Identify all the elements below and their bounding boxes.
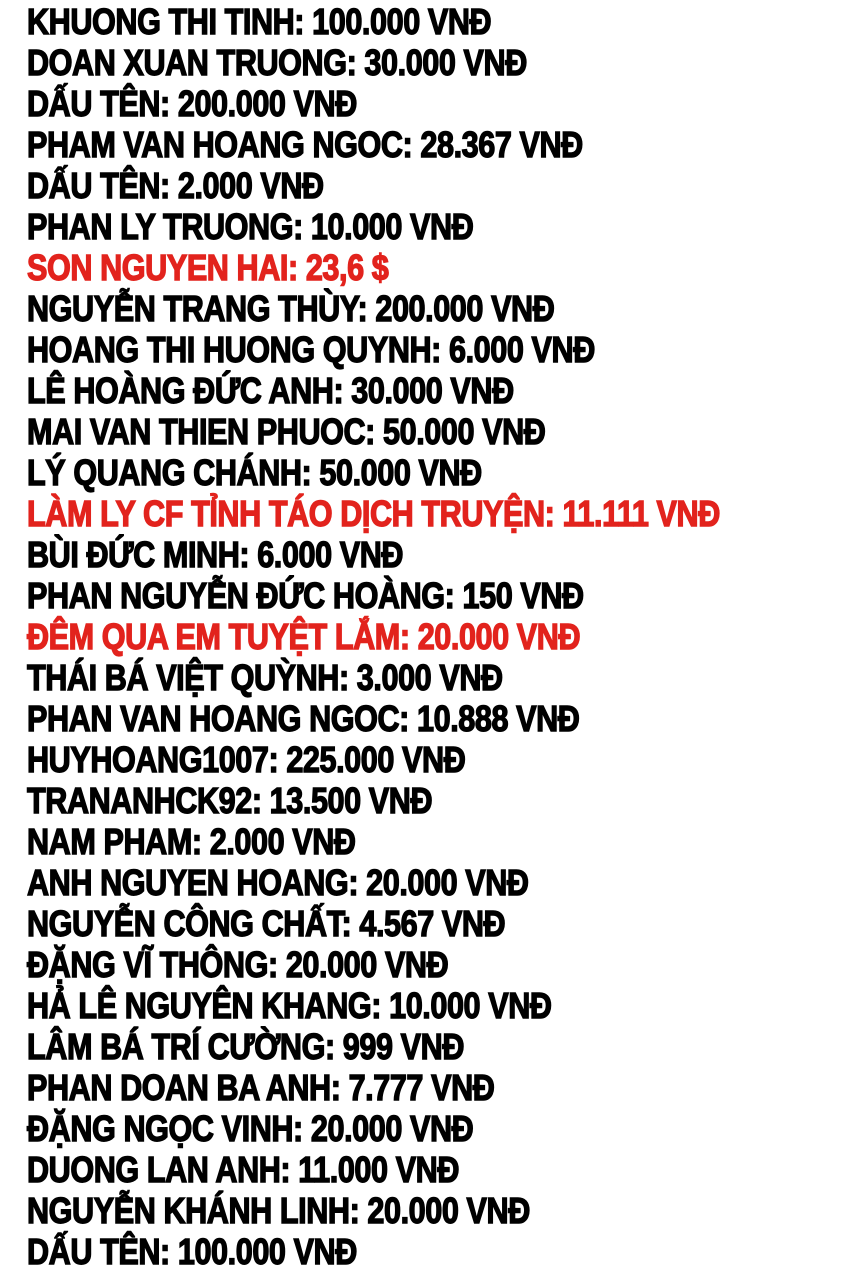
donor-line	[27, 124, 800, 165]
donor-line-text: KHUONG THI TINH: 100.000 VNĐ	[27, 1, 492, 42]
donor-line-text: SON NGUYEN HAI: 23,6 $	[27, 247, 389, 288]
donor-line-text: NGUYỄN KHÁNH LINH: 20.000 VNĐ	[27, 1190, 530, 1231]
donor-line	[27, 1, 800, 42]
donor-line-text: HẢ LÊ NGUYÊN KHANG: 10.000 VNĐ	[27, 985, 552, 1026]
donor-line-text: LÊ HOÀNG ĐỨC ANH: 30.000 VNĐ	[27, 370, 514, 411]
donor-line	[27, 493, 800, 534]
donor-line-text: DẤU TÊN: 200.000 VNĐ	[27, 83, 357, 124]
donor-line-text: ĐẶNG VĨ THÔNG: 20.000 VNĐ	[27, 944, 449, 985]
donor-line-text: PHAN DOAN BA ANH: 7.777 VNĐ	[27, 1067, 495, 1108]
donor-line	[27, 575, 800, 616]
donor-line-text: BÙI ĐỨC MINH: 6.000 VNĐ	[27, 534, 404, 575]
donor-line-text: NAM PHAM: 2.000 VNĐ	[27, 821, 356, 862]
donor-line	[27, 534, 800, 575]
donor-line-text: LÀM LY CF TỈNH TÁO DỊCH TRUYỆN: 11.111 VNĐ	[27, 493, 720, 534]
donor-line	[27, 985, 800, 1026]
donor-line-text: MAI VAN THIEN PHUOC: 50.000 VNĐ	[27, 411, 546, 452]
donor-line	[27, 821, 800, 862]
donor-line	[27, 206, 800, 247]
donor-line	[27, 944, 800, 985]
donor-line-text: LÝ QUANG CHÁNH: 50.000 VNĐ	[27, 452, 482, 493]
donor-line-text: NGUYỄN TRANG THÙY: 200.000 VNĐ	[27, 288, 555, 329]
donor-line-text: DOAN XUAN TRUONG: 30.000 VNĐ	[27, 42, 527, 83]
donor-line-text: PHAN VAN HOANG NGOC: 10.888 VNĐ	[27, 698, 580, 739]
donor-line-text: NGUYỄN CÔNG CHẤT: 4.567 VNĐ	[27, 903, 506, 944]
donor-line-text: ĐÊM QUA EM TUYỆT LẮM: 20.000 VNĐ	[27, 616, 581, 657]
donor-line	[27, 903, 800, 944]
donor-line-text: PHAN NGUYỄN ĐỨC HOÀNG: 150 VNĐ	[27, 575, 584, 616]
donor-line-text: ĐẶNG NGỌC VINH: 20.000 VNĐ	[27, 1108, 474, 1149]
donor-line	[27, 739, 800, 780]
donor-line	[27, 780, 800, 821]
donor-line-text: DUONG LAN ANH: 11.000 VNĐ	[27, 1149, 460, 1190]
donor-line-text: ANH NGUYEN HOANG: 20.000 VNĐ	[27, 862, 529, 903]
donor-line	[27, 329, 800, 370]
donor-line	[27, 862, 800, 903]
donor-line	[27, 1067, 800, 1108]
donor-line	[27, 1026, 800, 1067]
donor-line	[27, 1190, 800, 1231]
donor-line-text: THÁI BÁ VIỆT QUỲNH: 3.000 VNĐ	[27, 657, 503, 698]
donor-line	[27, 616, 800, 657]
donor-line-text: LÂM BÁ TRÍ CƯỜNG: 999 VNĐ	[27, 1026, 464, 1067]
donor-line-text: HUYHOANG1007: 225.000 VNĐ	[27, 739, 466, 780]
donor-line	[27, 657, 800, 698]
donor-line	[27, 288, 800, 329]
donor-line	[27, 370, 800, 411]
donor-line	[27, 698, 800, 739]
donor-line	[27, 165, 800, 206]
donor-line-text: PHAN LY TRUONG: 10.000 VNĐ	[27, 206, 474, 247]
donor-line-text: PHAM VAN HOANG NGOC: 28.367 VNĐ	[27, 124, 583, 165]
donor-line	[27, 83, 800, 124]
donor-line	[27, 411, 800, 452]
donor-line-partial	[27, 1231, 800, 1272]
donor-line	[27, 247, 800, 288]
donor-line-text: DẤU TÊN: 100.000 VNĐ	[27, 1231, 357, 1272]
donor-line-text: TRANANHCK92: 13.500 VNĐ	[27, 780, 433, 821]
donor-line-text: HOANG THI HUONG QUYNH: 6.000 VNĐ	[27, 329, 595, 370]
donor-line	[27, 452, 800, 493]
donor-line	[27, 1149, 800, 1190]
donor-line-text: DẤU TÊN: 2.000 VNĐ	[27, 165, 324, 206]
donor-line	[27, 42, 800, 83]
donor-line	[27, 1108, 800, 1149]
